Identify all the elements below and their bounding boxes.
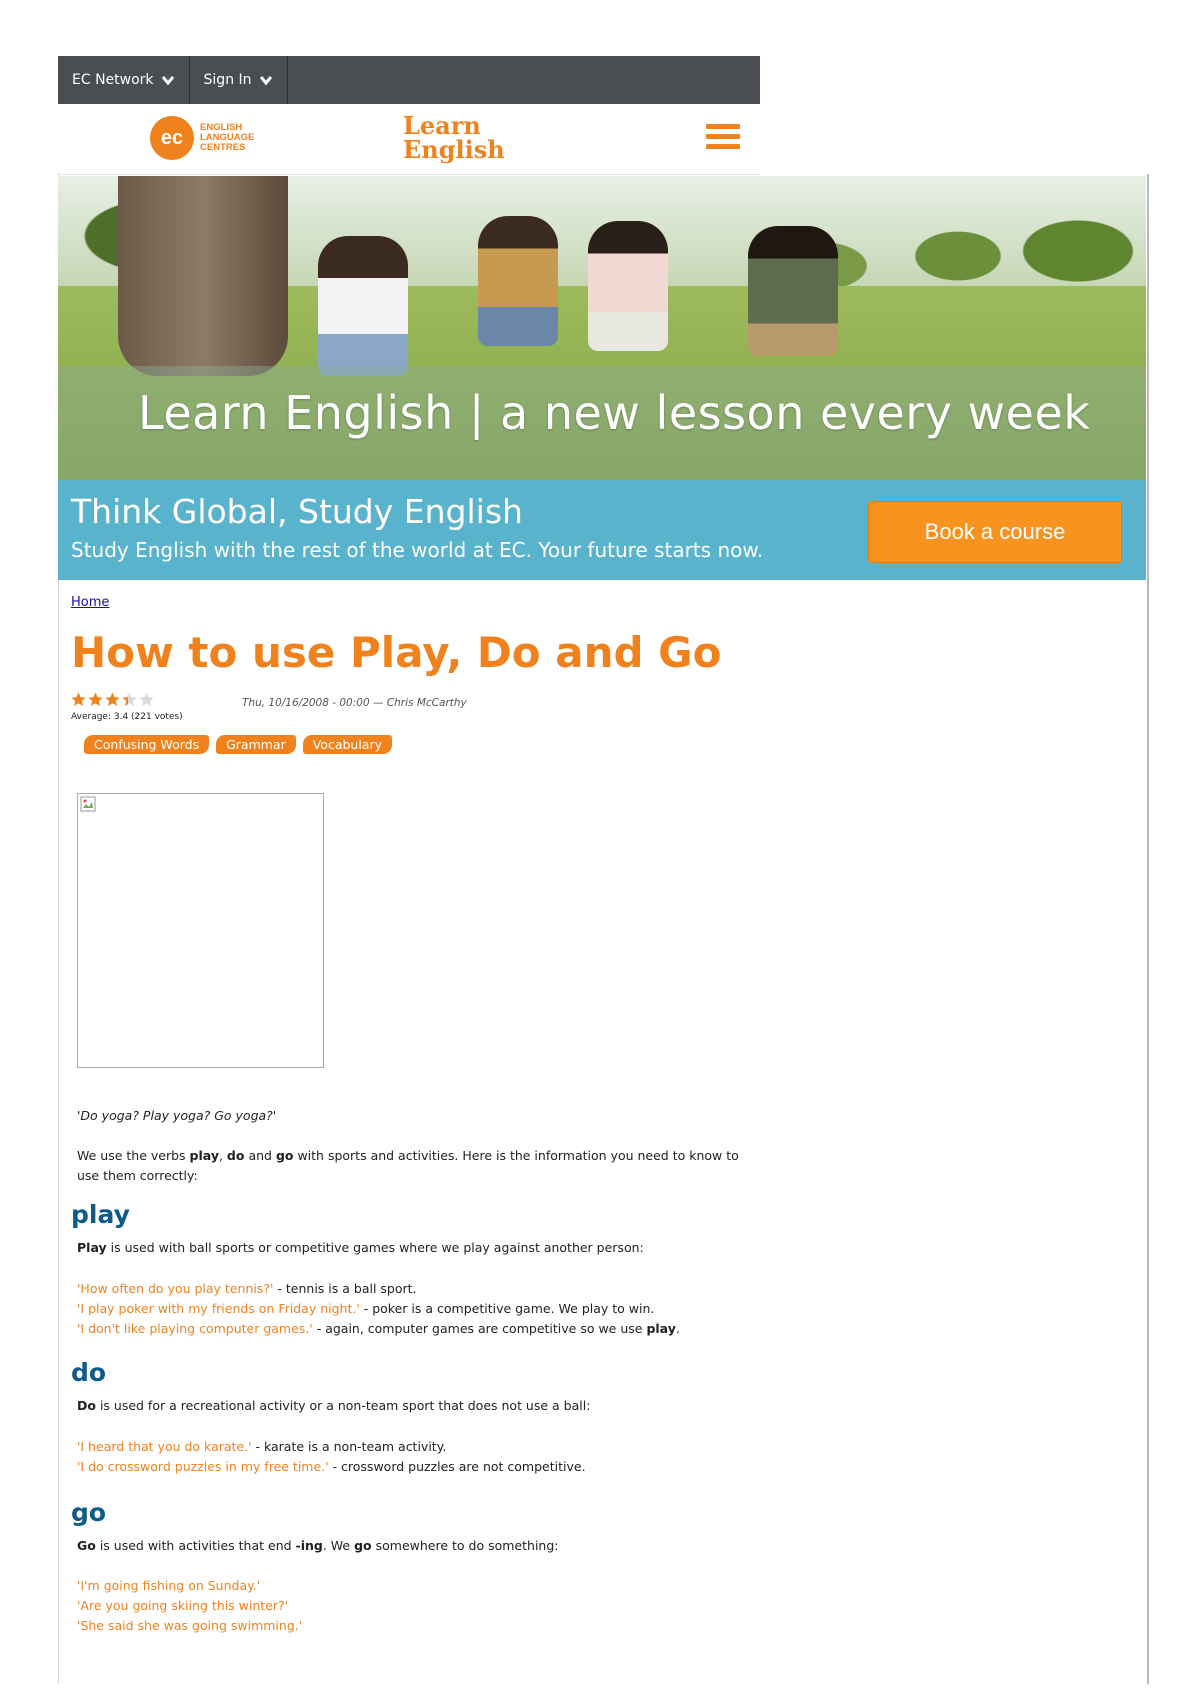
banner-subtitle: Study English with the rest of the world at EC. Your future starts now.	[71, 538, 764, 562]
star-icon[interactable]	[122, 692, 137, 707]
do-example: 'I do crossword puzzles in my free time.' - crossword puzzles are not competitive.	[77, 1459, 586, 1474]
broken-image-icon	[80, 796, 96, 812]
article-meta: Thu, 10/16/2008 - 00:00 — Chris McCarthy	[242, 697, 467, 709]
star-icon[interactable]	[88, 692, 103, 707]
chevron-down-icon	[161, 73, 175, 87]
intro-quote: 'Do yoga? Play yoga? Go yoga?'	[77, 1108, 277, 1123]
page-title: How to use Play, Do and Go	[71, 628, 722, 677]
heading-do: do	[71, 1358, 107, 1387]
play-example: 'I don't like playing computer games.' - again, computer games are competitive so we use play.	[77, 1321, 680, 1336]
site-header	[58, 104, 760, 175]
do-description: Do is used for a recreational activity or a non-team sport that does not use a ball:	[77, 1398, 591, 1413]
tag-grammar[interactable]: Grammar	[216, 735, 296, 754]
ec-logo-text: ENGLISH LANGUAGE CENTRES	[200, 122, 255, 153]
go-example: 'Are you going skiing this winter?'	[77, 1598, 289, 1613]
heading-go: go	[71, 1498, 107, 1527]
play-example: 'I play poker with my friends on Friday night.' - poker is a competitive game. We play to win.	[77, 1301, 655, 1316]
promo-banner	[58, 480, 1146, 580]
tag-vocabulary[interactable]: Vocabulary	[303, 735, 392, 754]
go-example: 'She said she was going swimming.'	[77, 1618, 303, 1633]
banner-title: Think Global, Study English	[71, 492, 523, 531]
rating-average: Average: 3.4 (221 votes)	[71, 712, 183, 722]
hero-image	[58, 176, 1146, 480]
intro-paragraph: We use the verbs play, do and go with sports and activities. Here is the information you need to know to use them correctly:	[77, 1148, 739, 1183]
broken-image	[77, 793, 324, 1068]
chevron-down-icon	[259, 73, 273, 87]
book-course-button[interactable]: Book a course	[868, 501, 1122, 563]
go-description: Go is used with activities that end -ing. We go somewhere to do something:	[77, 1538, 559, 1553]
rating-stars[interactable]	[71, 692, 156, 707]
tag-list	[84, 735, 399, 754]
star-icon[interactable]	[105, 692, 120, 707]
learn-english-logo[interactable]: Learn English	[403, 111, 505, 164]
play-description: Play is used with ball sports or competitive games where we play against another person:	[77, 1240, 644, 1255]
star-icon[interactable]	[71, 692, 86, 707]
do-example: 'I heard that you do karate.' - karate is a non-team activity.	[77, 1439, 447, 1454]
breadcrumb-home-link[interactable]: Home	[71, 595, 110, 610]
top-nav-bar	[58, 56, 760, 104]
go-example: 'I'm going fishing on Sunday.'	[77, 1578, 261, 1593]
tag-confusing-words[interactable]: Confusing Words	[84, 735, 209, 754]
ec-network-label: EC Network	[72, 72, 154, 88]
ec-logo-mark: ec	[150, 116, 194, 160]
ec-network-menu[interactable]	[58, 56, 190, 104]
heading-play: play	[71, 1200, 130, 1229]
sign-in-label: Sign In	[203, 72, 252, 88]
sign-in-menu[interactable]	[190, 56, 288, 104]
ec-logo[interactable]	[150, 116, 254, 160]
star-icon[interactable]	[139, 692, 154, 707]
hero-caption: Learn English | a new lesson every week	[138, 386, 1091, 440]
hamburger-menu-icon[interactable]	[706, 124, 740, 154]
play-example: 'How often do you play tennis?' - tennis is a ball sport.	[77, 1281, 417, 1296]
